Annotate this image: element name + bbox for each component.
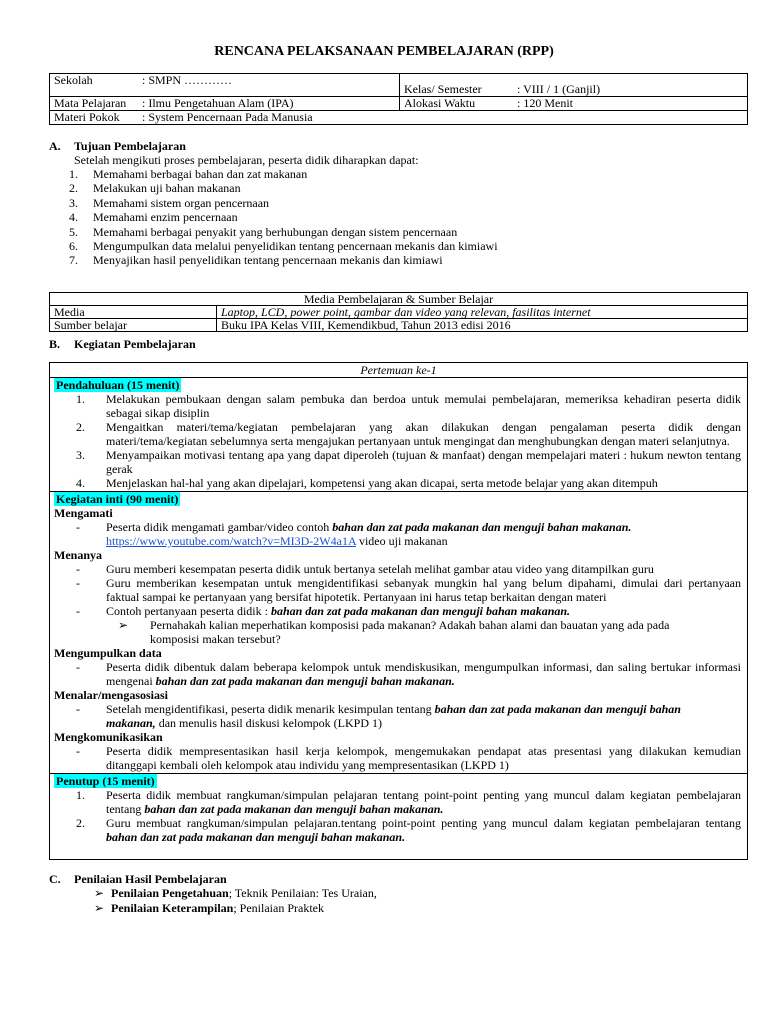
kelas-value: : VIII / 1 (Ganjil) — [517, 82, 601, 96]
menanya-item-1: - Guru memberi kesempatan peserta didik untuk bertanya setelah melihat gambar atau video yang ditampilkan guru — [76, 562, 654, 576]
info-table — [49, 73, 748, 125]
menalar-title: Menalar/mengasosiasi — [54, 688, 168, 702]
sekolah-cell — [50, 74, 400, 97]
pendahuluan-list — [50, 392, 747, 490]
section-a-heading: A. Tujuan Pembelajaran — [49, 139, 186, 153]
penilaian-item-2: ➢ Penilaian Keterampilan; Penilaian Praktek — [94, 901, 324, 915]
penutup-block — [50, 774, 747, 844]
youtube-link[interactable]: https://www.youtube.com/watch?v=MI3D-2W4a1A — [106, 534, 356, 548]
goal-item: 5. Memahami berbagai penyakit yang berhubungan dengan sistem pencernaan — [69, 224, 458, 239]
materi-value: : System Pencernaan Pada Manusia — [142, 110, 313, 124]
pendahuluan-block — [50, 378, 747, 492]
materi-label: Materi Pokok — [54, 110, 120, 124]
kelas-label: Kelas/ Semester — [404, 82, 482, 96]
alokasi-value: : 120 Menit — [517, 96, 573, 110]
section-c-heading: C. Penilaian Hasil Pembelajaran — [49, 872, 227, 886]
menalar-item: - Setelah mengidentifikasi, peserta didik menarik kesimpulan tentang bahan dan zat pada makanan dan menguji bahan makanan, dan menulis hasil diskusi kelompok (LKPD 1) — [76, 702, 681, 730]
alokasi-cell — [400, 97, 748, 111]
pendahuluan-item: 2. Mengaitkan materi/tema/kegiatan pembelajaran yang akan dilakukan dengan pengalaman peserta didik dengan materi/tema/kegiatan sebelumnya serta mengajukan pertanyaan untuk mengingat dan menghubungkan dengan materi selanjutnya. — [76, 420, 741, 448]
alokasi-label: Alokasi Waktu — [404, 96, 476, 110]
media-header: Media Pembelajaran & Sumber Belajar — [50, 293, 748, 306]
penutup-item-2: 2. Guru membuat rangkuman/simpulan pelajaran.tentang point-point penting yang muncul dalam kegiatan pembelajaran tentang bahan dan zat pada makanan dan menguji bahan makanan. — [76, 816, 741, 844]
section-a-intro: Setelah mengikuti proses pembelajaran, peserta didik diharapkan dapat: — [74, 153, 419, 167]
pendahuluan-item: 4. Menjelaskan hal-hal yang akan dipelajari, kompetensi yang akan dicapai, serta metode belajar yang akan ditempuh — [76, 476, 658, 490]
pertemuan-header: Pertemuan ke-1 — [50, 363, 747, 378]
pendahuluan-title: Pendahuluan (15 menit) — [56, 378, 180, 392]
goal-item: 6. Mengumpulkan data melalui penyelidikan tentang pencernaan mekanis dan kimiawi — [69, 238, 498, 253]
dash-bullet: - — [76, 520, 80, 534]
menanya-item-2: - Guru memberikan kesempatan untuk mengidentifikasi sebanyak mungkin hal yang belum dipahami, dimulai dari pertanyaan faktual sampai ke pertanyaan yang bersifat hipotetik. Pertanyaan ini harus tetap berkaitan dengan materi — [76, 576, 741, 604]
media-table — [49, 292, 748, 332]
mengumpulkan-title: Mengumpulkan data — [54, 646, 162, 660]
inti-block — [50, 492, 747, 774]
sumber-value: Buku IPA Kelas VIII, Kemendikbud, Tahun 2013 edisi 2016 — [217, 319, 748, 332]
sumber-label: Sumber belajar — [50, 319, 217, 332]
goal-item: 1. Memahami berbagai bahan dan zat makanan — [69, 167, 308, 181]
section-b-heading: B. Kegiatan Pembelajaran — [49, 337, 196, 351]
penilaian-item-1: ➢ Penilaian Pengetahuan; Teknik Penilaian: Tes Uraian, — [94, 886, 377, 900]
kegiatan-table — [49, 362, 748, 860]
penutup-title: Penutup (15 menit) — [56, 774, 155, 788]
goals-list — [49, 167, 498, 268]
mapel-cell — [50, 97, 400, 111]
arrow-bullet-icon: ➢ — [94, 886, 105, 900]
sekolah-label: Sekolah — [54, 73, 93, 87]
mapel-value: : Ilmu Pengetahuan Alam (IPA) — [142, 96, 294, 110]
menanya-question: ➢ Pernahakah kalian meperhatikan komposisi pada makanan? Adakah bahan alami dan bauatan yang ada pada komposisi makan tersebut? — [118, 618, 670, 646]
sekolah-value: : SMPN ………… — [142, 73, 233, 87]
penutup-item-1: 1. Peserta didik membuat rangkuman/simpulan pelajaran tentang point-point penting yang muncul dalam kegiatan pembelajaran tentang bahan dan zat pada makanan dan menguji bahan makanan. — [76, 788, 741, 816]
mengamati-title: Mengamati — [54, 506, 113, 520]
arrow-bullet-icon: ➢ — [94, 901, 105, 915]
media-label: Media — [50, 306, 217, 319]
komunikasi-title: Mengkomunikasikan — [54, 730, 163, 744]
mengamati-item: - Peserta didik mengamati gambar/video contoh bahan dan zat pada makanan dan menguji bahan makanan. https://www.youtube.com/watch?v=MI3D-2W4a1A video uji makanan — [76, 520, 632, 548]
kelas-cell — [400, 74, 748, 97]
inti-title: Kegiatan inti (90 menit) — [56, 492, 179, 506]
goal-item: 4. Memahami enzim pencernaan — [69, 210, 238, 225]
komunikasi-item: - Peserta didik mempresentasikan hasil kerja kelompok, mengemukakan pendapat atas presentasi yang dilakukan kemudian ditanggapi kembali oleh kelompok atau individu yang mempresentasikan (LKPD 1) — [76, 744, 741, 772]
menanya-title: Menanya — [54, 548, 102, 562]
media-value: Laptop, LCD, power point, gambar dan video yang relevan, fasilitas internet — [217, 306, 748, 319]
mapel-label: Mata Pelajaran — [54, 96, 127, 110]
goal-item: 7. Menyajikan hasil penyelidikan tentang pencernaan mekanis dan kimiawi — [69, 253, 443, 268]
pendahuluan-item: 3. Menyampaikan motivasi tentang apa yang dapat diperoleh (tujuan & manfaat) dengan mempelajari materi : hukum newton tentang gerak — [76, 448, 741, 476]
goal-item: 3. Memahami sistem organ pencernaan — [69, 195, 270, 210]
goal-item: 2. Melakukan uji bahan makanan — [69, 181, 241, 196]
menanya-item-3: - Contoh pertanyaan peserta didik : bahan dan zat pada makanan dan menguji bahan makanan. — [76, 604, 571, 618]
arrow-bullet-icon: ➢ — [118, 618, 129, 632]
document-title: RENCANA PELAKSANAAN PEMBELAJARAN (RPP) — [214, 44, 554, 59]
mengumpulkan-item: - Peserta didik dibentuk dalam beberapa kelompok untuk mendiskusikan, mengumpulkan informasi, dan saling bertukar informasi mengenai bahan dan zat pada makanan dan menguji bahan makanan. — [76, 660, 741, 688]
pendahuluan-item: 1. Melakukan pembukaan dengan salam pembuka dan berdoa untuk memulai pembelajaran, memeriksa kehadiran peserta didik sebagai sikap disiplin — [76, 392, 741, 420]
materi-cell — [50, 111, 748, 125]
